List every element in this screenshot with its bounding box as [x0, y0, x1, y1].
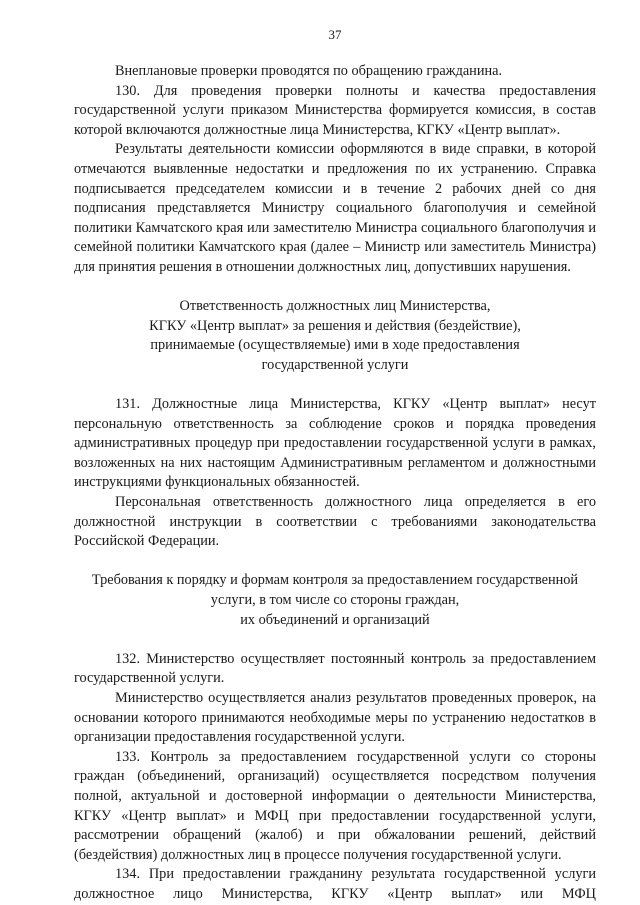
heading-line: государственной услуги [261, 356, 409, 373]
paragraph-133: 133. Контроль за предоставлением государственной услуги со стороны граждан (объединений, организаций) осуществляется посредством получения полной, актуальной и достоверной информации о деятельности Министерства, КГКУ «Центр выплат» и МФЦ при предоставлении государственной услуги, рассмотрении обращений (жалоб) и при обжаловании решений, действий (бездействия) должностных лиц в процессе получения государственной услуги. [74, 748, 596, 863]
paragraph-132: 132. Министерство осуществляет постоянный контроль за предоставлением государственной услуги. [74, 650, 596, 687]
section-heading-control-requirements [74, 571, 596, 630]
heading-line: услуги, в том числе со стороны граждан, [210, 592, 460, 609]
paragraph-personal-responsibility: Персональная ответственность должностного лица определяется в его должностной инструкции в соответствии с требованиями законодательства Российской Федерации. [74, 494, 596, 550]
page-number: 37 [328, 27, 342, 42]
heading-line: Требования к порядку и формам контроля за предоставлением государственной [91, 572, 579, 589]
paragraph-130: 130. Для проведения проверки полноты и качества предоставления государственной услуги приказом Министерства формируется комиссия, в состав которой включаются должностные лица Министерства, КГКУ «Центр выплат». [74, 82, 596, 138]
paragraph-unscheduled-inspections: Внеплановые проверки проводятся по обращению гражданина. [115, 63, 503, 79]
paragraph-commission-results: Результаты деятельности комиссии оформляются в виде справки, в которой отмечаются выявленные недостатки и предложения по их устранению. Справка подписывается председателем комиссии и в течение 2 рабочих дней со дня подписания представляется Министру социального благополучия и семейной политики Камчатского края или заместителю Министра социального благополучия и семейной политики Камчатского края (далее – Министр или заместитель Министра) для принятия решения в отношении должностных лиц, допустивших нарушения. [74, 141, 596, 275]
paragraph-134: 134. При предоставлении гражданину результата государственной услуги должностное лицо Министерства, КГКУ «Центр выплат» или МФЦ [74, 866, 596, 902]
heading-line: их объединений и организаций [240, 611, 430, 628]
paragraph-131: 131. Должностные лица Министерства, КГКУ «Центр выплат» несут персональную ответственность за соблюдение сроков и порядка проведения административных процедур при предоставлении государственной услуги в рамках, возложенных на них настоящим Административным регламентом и должностными инструкциями функциональных обязанностей. [74, 396, 596, 491]
heading-line: Ответственность должностных лиц Министерства, [179, 298, 491, 315]
heading-line: КГКУ «Центр выплат» за решения и действия (бездействие), [149, 317, 521, 334]
section-heading-responsibility [74, 297, 596, 375]
heading-line: принимаемые (осуществляемые) ими в ходе предоставления [150, 337, 520, 354]
paragraph-analysis: Министерство осуществляется анализ результатов проведенных проверок, на основании которого принимаются необходимые меры по устранению недостатков в организации предоставления государственной услуги. [74, 690, 596, 746]
